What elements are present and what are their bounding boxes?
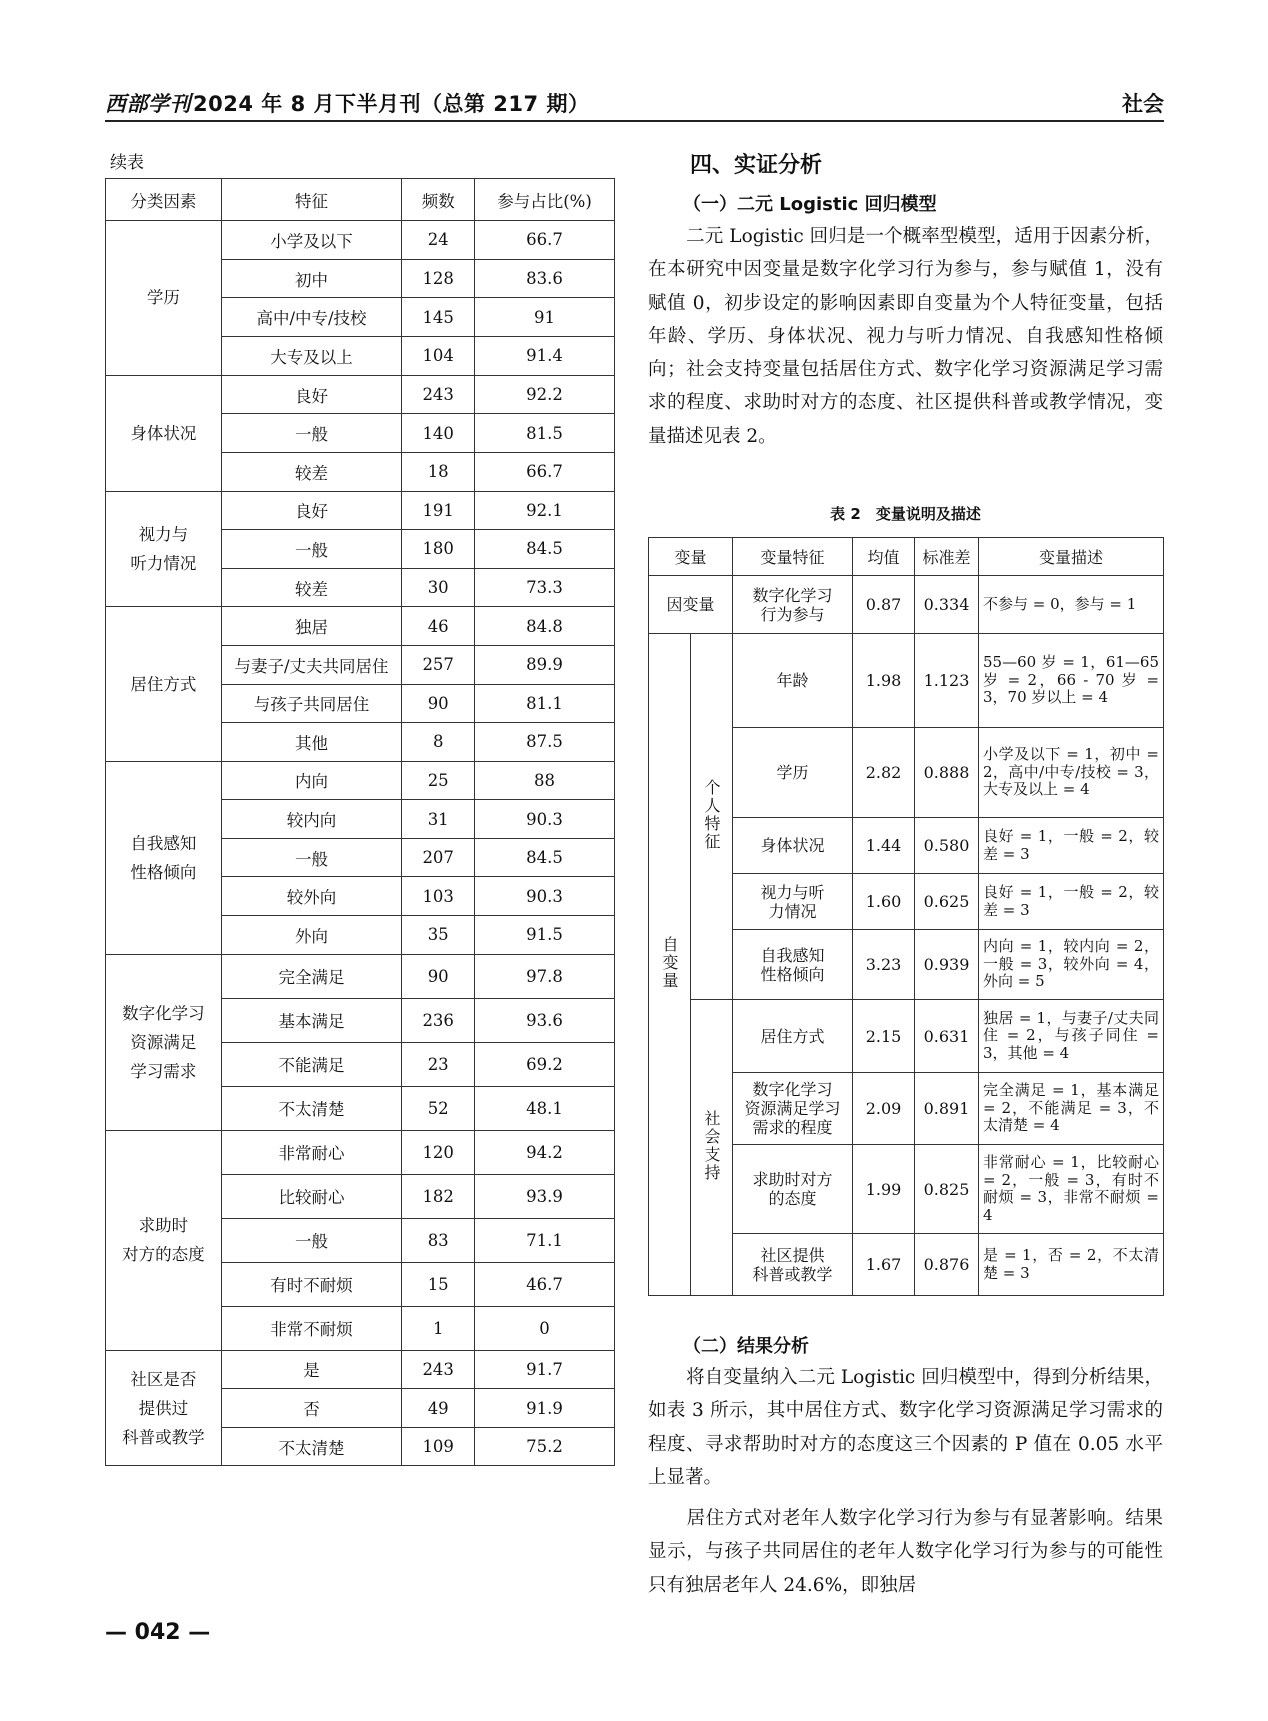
frequency-cell: 180 [402, 530, 475, 569]
mean-cell: 3.23 [853, 930, 915, 1000]
frequency-cell: 90 [402, 954, 475, 998]
feature-cell: 较差 [221, 568, 402, 607]
subsection-title-2: （二）结果分析 [683, 1336, 809, 1357]
frequency-cell: 120 [402, 1130, 475, 1174]
frequency-cell: 243 [402, 1350, 475, 1389]
column-header: 均值 [853, 538, 915, 576]
frequency-cell: 207 [402, 838, 475, 877]
feature-cell: 高中/中专/技校 [221, 298, 402, 337]
sd-cell: 0.876 [915, 1234, 979, 1296]
variable-table [648, 537, 1164, 1296]
percent-cell: 66.7 [475, 221, 615, 260]
paragraph-3-text: 居住方式对老年人数字化学习行为参与有显著影响。结果显示，与孩子共同居住的老年人数字化学习行为参与的可能性只有独居老年人 24.6%，即独居 [648, 1508, 1163, 1596]
frequency-cell: 103 [402, 877, 475, 916]
feature-cell: 良好 [221, 375, 402, 414]
percent-cell: 88 [475, 761, 615, 800]
frequency-cell: 30 [402, 568, 475, 607]
frequency-cell: 104 [402, 337, 475, 376]
percent-cell: 84.5 [475, 838, 615, 877]
percent-cell: 93.9 [475, 1174, 615, 1218]
column-header: 变量特征 [733, 538, 853, 576]
feature-cell: 是 [221, 1350, 402, 1389]
feature-cell: 学历 [733, 728, 853, 818]
feature-cell: 年龄 [733, 634, 853, 728]
feature-cell: 良好 [221, 491, 402, 530]
feature-cell: 居住方式 [733, 1000, 853, 1073]
description-cell: 独居 = 1，与妻子/丈夫同住 = 2，与孩子同住 = 3，其他 = 4 [979, 1000, 1164, 1073]
feature-cell: 一般 [221, 530, 402, 569]
table-continued-label: 续表 [110, 153, 144, 173]
percent-cell: 91.5 [475, 916, 615, 955]
table-header-row [649, 538, 1164, 576]
table-row [106, 1130, 615, 1174]
frequency-cell: 243 [402, 375, 475, 414]
frequency-cell: 23 [402, 1042, 475, 1086]
column-header: 特征 [221, 179, 402, 221]
table-row [106, 954, 615, 998]
feature-cell: 一般 [221, 1218, 402, 1262]
category-cell: 学历 [106, 221, 222, 376]
subsection-title-1: （一）二元 Logistic 回归模型 [683, 194, 937, 215]
mean-cell: 2.82 [853, 728, 915, 818]
frequency-cell: 145 [402, 298, 475, 337]
frequency-cell: 46 [402, 607, 475, 646]
frequency-cell: 90 [402, 684, 475, 723]
feature-cell: 与妻子/丈夫共同居住 [221, 645, 402, 684]
table-row [106, 1350, 615, 1389]
description-cell: 完全满足 = 1，基本满足 = 2，不能满足 = 3，不太清楚 = 4 [979, 1073, 1164, 1145]
description-cell: 良好 = 1，一般 = 2，较差 = 3 [979, 874, 1164, 930]
category-cell: 自我感知 性格倾向 [106, 761, 222, 954]
percent-cell: 84.5 [475, 530, 615, 569]
column-header: 变量 [649, 538, 733, 576]
issue-label: 2024 年 8 月下半月刊（总第 217 期） [193, 92, 590, 116]
percent-cell: 92.2 [475, 375, 615, 414]
description-cell: 非常耐心 = 1，比较耐心 = 2，一般 = 3，有时不耐烦 = 3，非常不耐烦 = 4 [979, 1145, 1164, 1234]
percent-cell: 94.2 [475, 1130, 615, 1174]
paragraph-2-text: 将自变量纳入二元 Logistic 回归模型中，得到分析结果，如表 3 所示，其中居住方式、数字化学习资源满足学习需求的程度、寻求帮助时对方的态度这三个因素的 P 值在 0.05 水平上显著。 [648, 1367, 1163, 1488]
percent-cell: 91 [475, 298, 615, 337]
feature-cell: 否 [221, 1389, 402, 1428]
percent-cell: 71.1 [475, 1218, 615, 1262]
section-label: 社会 [1122, 92, 1164, 116]
column-header: 分类因素 [106, 179, 222, 221]
paragraph-1 [648, 220, 1163, 453]
personal-feature-label-text: 个人特征 [702, 778, 721, 851]
percent-cell: 97.8 [475, 954, 615, 998]
table-row [106, 761, 615, 800]
feature-cell: 数字化学习 资源满足学习 需求的程度 [733, 1073, 853, 1145]
page-number: — 042 — [105, 1620, 211, 1645]
running-header [105, 86, 1164, 122]
column-header: 频数 [402, 179, 475, 221]
category-cell: 视力与 听力情况 [106, 491, 222, 607]
social-support-label [691, 1000, 733, 1296]
feature-cell: 求助时对方 的态度 [733, 1145, 853, 1234]
dependent-label: 因变量 [649, 576, 733, 634]
category-cell: 求助时 对方的态度 [106, 1130, 222, 1350]
frequency-cell: 191 [402, 491, 475, 530]
percent-cell: 73.3 [475, 568, 615, 607]
frequency-cell: 52 [402, 1086, 475, 1130]
mean-cell: 1.60 [853, 874, 915, 930]
percent-cell: 84.8 [475, 607, 615, 646]
feature-cell: 初中 [221, 259, 402, 298]
mean-cell: 0.87 [853, 576, 915, 634]
frequency-cell: 49 [402, 1389, 475, 1428]
feature-cell: 非常耐心 [221, 1130, 402, 1174]
percent-cell: 87.5 [475, 723, 615, 762]
feature-cell: 不太清楚 [221, 1086, 402, 1130]
sd-cell: 0.939 [915, 930, 979, 1000]
sd-cell: 0.631 [915, 1000, 979, 1073]
column-header: 变量描述 [979, 538, 1164, 576]
feature-cell: 其他 [221, 723, 402, 762]
sd-cell: 0.888 [915, 728, 979, 818]
column-header: 标准差 [915, 538, 979, 576]
mean-cell: 1.99 [853, 1145, 915, 1234]
feature-cell: 社区提供 科普或教学 [733, 1234, 853, 1296]
table-row [106, 491, 615, 530]
feature-cell: 较内向 [221, 800, 402, 839]
feature-cell: 非常不耐烦 [221, 1306, 402, 1350]
frequency-cell: 140 [402, 414, 475, 453]
frequency-cell: 109 [402, 1427, 475, 1466]
feature-cell: 不太清楚 [221, 1427, 402, 1466]
table-row [649, 634, 1164, 728]
independent-label-text: 自变量 [660, 935, 679, 990]
percent-cell: 69.2 [475, 1042, 615, 1086]
frequency-cell: 182 [402, 1174, 475, 1218]
sd-cell: 1.123 [915, 634, 979, 728]
feature-cell: 大专及以上 [221, 337, 402, 376]
description-cell: 内向 = 1，较内向 = 2，一般 = 3，较外向 = 4，外向 = 5 [979, 930, 1164, 1000]
sd-cell: 0.891 [915, 1073, 979, 1145]
sd-cell: 0.825 [915, 1145, 979, 1234]
feature-cell: 独居 [221, 607, 402, 646]
table-row [106, 607, 615, 646]
frequency-cell: 8 [402, 723, 475, 762]
feature-cell: 外向 [221, 916, 402, 955]
frequency-table [105, 178, 615, 1466]
feature-cell: 与孩子共同居住 [221, 684, 402, 723]
sd-cell: 0.625 [915, 874, 979, 930]
category-cell: 身体状况 [106, 375, 222, 491]
description-cell: 良好 = 1，一般 = 2，较差 = 3 [979, 818, 1164, 874]
category-cell: 社区是否 提供过 科普或教学 [106, 1350, 222, 1466]
table-row [106, 375, 615, 414]
frequency-cell: 236 [402, 998, 475, 1042]
feature-cell: 视力与听 力情况 [733, 874, 853, 930]
frequency-cell: 83 [402, 1218, 475, 1262]
category-cell: 数字化学习 资源满足 学习需求 [106, 954, 222, 1130]
feature-cell: 身体状况 [733, 818, 853, 874]
feature-cell: 基本满足 [221, 998, 402, 1042]
feature-cell: 内向 [221, 761, 402, 800]
journal-logo: 西部学刊 [105, 91, 191, 116]
description-cell: 小学及以下 = 1，初中 = 2，高中/中专/技校 = 3，大专及以上 = 4 [979, 728, 1164, 818]
frequency-cell: 24 [402, 221, 475, 260]
table-row [106, 221, 615, 260]
feature-cell: 数字化学习 行为参与 [733, 576, 853, 634]
percent-cell: 91.7 [475, 1350, 615, 1389]
sd-cell: 0.580 [915, 818, 979, 874]
journal-issue [105, 88, 589, 118]
frequency-cell: 128 [402, 259, 475, 298]
percent-cell: 92.1 [475, 491, 615, 530]
feature-cell: 不能满足 [221, 1042, 402, 1086]
paragraph-1-text: 二元 Logistic 回归是一个概率型模型，适用于因素分析，在本研究中因变量是数字化学习行为参与，参与赋值 1，没有赋值 0，初步设定的影响因素即自变量为个人特征变量，包括年龄、学历、身体状况、视力与听力情况、自我感知性格倾向；社会支持变量包括居住方式、数字化学习资源满足学习需求的程度、求助时对方的态度、社区提供科普或教学情况，变量描述见表 2。 [648, 226, 1163, 447]
percent-cell: 83.6 [475, 259, 615, 298]
feature-cell: 小学及以下 [221, 221, 402, 260]
description-cell: 不参与 = 0，参与 = 1 [979, 576, 1164, 634]
feature-cell: 一般 [221, 414, 402, 453]
independent-label [649, 634, 691, 1296]
table-row [649, 1000, 1164, 1073]
mean-cell: 1.67 [853, 1234, 915, 1296]
mean-cell: 2.15 [853, 1000, 915, 1073]
frequency-cell: 35 [402, 916, 475, 955]
frequency-cell: 15 [402, 1262, 475, 1306]
description-cell: 是 = 1，否 = 2，不太清楚 = 3 [979, 1234, 1164, 1296]
percent-cell: 90.3 [475, 877, 615, 916]
percent-cell: 93.6 [475, 998, 615, 1042]
feature-cell: 一般 [221, 838, 402, 877]
percent-cell: 66.7 [475, 452, 615, 491]
feature-cell: 比较耐心 [221, 1174, 402, 1218]
description-cell: 55—60 岁 = 1，61—65 岁 = 2，66 - 70 岁 = 3，70 岁以上 = 4 [979, 634, 1164, 728]
percent-cell: 81.1 [475, 684, 615, 723]
frequency-cell: 31 [402, 800, 475, 839]
percent-cell: 0 [475, 1306, 615, 1350]
feature-cell: 较差 [221, 452, 402, 491]
mean-cell: 1.98 [853, 634, 915, 728]
percent-cell: 91.9 [475, 1389, 615, 1428]
percent-cell: 89.9 [475, 645, 615, 684]
percent-cell: 46.7 [475, 1262, 615, 1306]
sd-cell: 0.334 [915, 576, 979, 634]
feature-cell: 自我感知 性格倾向 [733, 930, 853, 1000]
feature-cell: 较外向 [221, 877, 402, 916]
percent-cell: 48.1 [475, 1086, 615, 1130]
frequency-cell: 25 [402, 761, 475, 800]
percent-cell: 91.4 [475, 337, 615, 376]
category-cell: 居住方式 [106, 607, 222, 761]
percent-cell: 81.5 [475, 414, 615, 453]
frequency-cell: 257 [402, 645, 475, 684]
percent-cell: 75.2 [475, 1427, 615, 1466]
paragraph-3 [648, 1502, 1163, 1602]
table-row [649, 576, 1164, 634]
table-2-caption: 表 2 变量说明及描述 [830, 505, 981, 523]
mean-cell: 2.09 [853, 1073, 915, 1145]
social-support-label-text: 社会支持 [702, 1109, 721, 1182]
table-header-row [106, 179, 615, 221]
feature-cell: 完全满足 [221, 954, 402, 998]
personal-feature-label [691, 634, 733, 1000]
column-header: 参与占比(%) [475, 179, 615, 221]
frequency-cell: 18 [402, 452, 475, 491]
feature-cell: 有时不耐烦 [221, 1262, 402, 1306]
mean-cell: 1.44 [853, 818, 915, 874]
percent-cell: 90.3 [475, 800, 615, 839]
paragraph-2 [648, 1361, 1163, 1494]
section-title: 四、实证分析 [690, 153, 823, 178]
frequency-cell: 1 [402, 1306, 475, 1350]
